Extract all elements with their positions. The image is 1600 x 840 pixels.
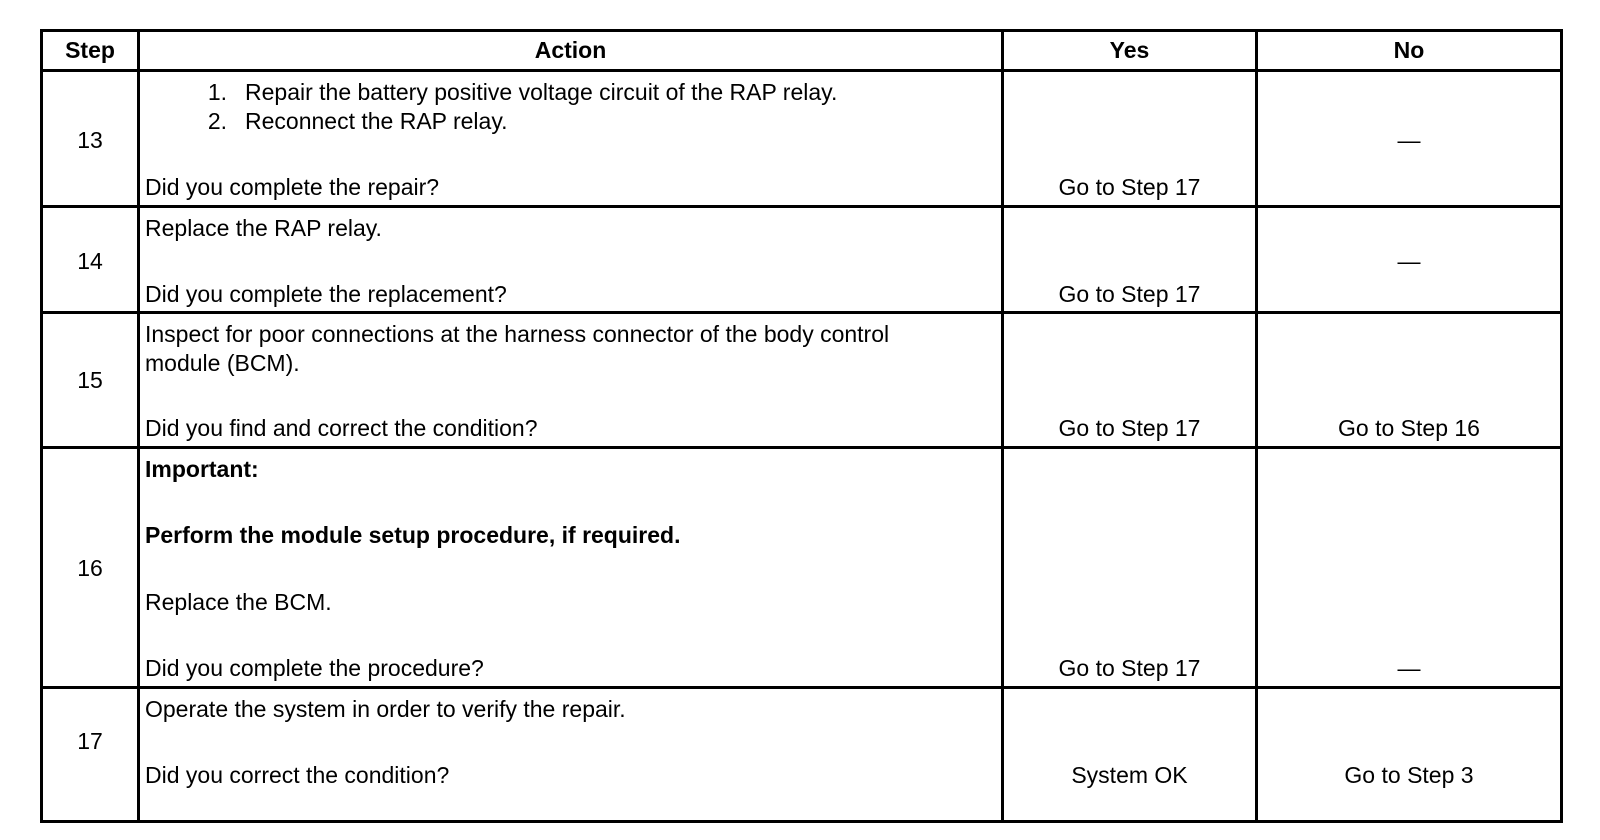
step-number: 15 <box>77 367 103 393</box>
action-text: Inspect for poor connections at the harness connector of the body control <box>145 321 890 347</box>
yes-result: System OK <box>1071 762 1188 788</box>
list-number: 1. <box>207 79 227 105</box>
step-number: 16 <box>77 555 103 581</box>
yes-result: Go to Step 17 <box>1058 415 1201 441</box>
question-text: Did you complete the replacement? <box>145 281 507 307</box>
action-list-item <box>195 78 837 107</box>
list-text: Reconnect the RAP relay. <box>245 108 508 134</box>
no-result: — <box>1397 127 1421 153</box>
row-divider <box>43 686 1560 689</box>
important-label: Important: <box>145 456 259 482</box>
question-text: Did you correct the condition? <box>145 762 450 788</box>
action-text: Replace the RAP relay. <box>145 215 382 241</box>
list-text: Repair the battery positive voltage circuit of the RAP relay. <box>245 79 838 105</box>
action-text: Operate the system in order to verify the repair. <box>145 696 626 722</box>
no-result: Go to Step 3 <box>1344 762 1474 788</box>
no-result: — <box>1397 248 1421 274</box>
no-result: Go to Step 16 <box>1338 415 1480 441</box>
row-divider <box>43 205 1560 208</box>
header-action: Action <box>534 37 607 63</box>
header-step: Step <box>65 37 115 63</box>
diagnostic-table <box>40 29 1563 823</box>
column-divider <box>137 32 140 820</box>
no-result: — <box>1397 655 1421 681</box>
important-text: Perform the module setup procedure, if required. <box>145 522 681 548</box>
question-text: Did you find and correct the condition? <box>145 415 538 441</box>
yes-result: Go to Step 17 <box>1058 655 1201 681</box>
step-number: 14 <box>77 248 103 274</box>
action-text: module (BCM). <box>145 350 300 376</box>
question-text: Did you complete the procedure? <box>145 655 484 681</box>
row-divider <box>43 446 1560 449</box>
action-text: Replace the BCM. <box>145 589 332 615</box>
action-list-item <box>195 107 508 136</box>
header-yes: Yes <box>1109 37 1150 63</box>
step-number: 17 <box>77 728 103 754</box>
list-number: 2. <box>207 108 227 134</box>
yes-result: Go to Step 17 <box>1058 281 1201 307</box>
yes-result: Go to Step 17 <box>1058 174 1201 200</box>
step-number: 13 <box>77 127 103 153</box>
row-divider <box>43 69 1560 72</box>
question-text: Did you complete the repair? <box>145 174 440 200</box>
header-no: No <box>1393 37 1425 63</box>
row-divider <box>43 311 1560 314</box>
